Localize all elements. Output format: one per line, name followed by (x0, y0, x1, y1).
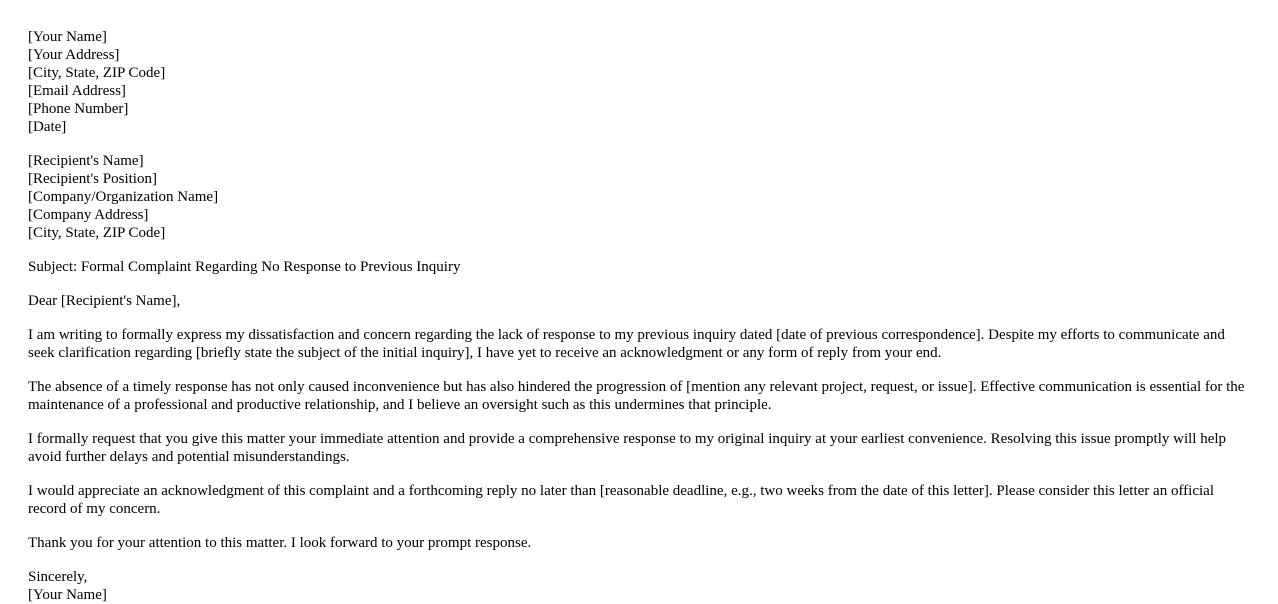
sender-city-state-zip: [City, State, ZIP Code] (28, 65, 166, 81)
recipient-position: [Recipient's Position] (28, 171, 157, 187)
recipient-city-state-zip: [City, State, ZIP Code] (28, 225, 166, 241)
salutation: Dear [Recipient's Name], (28, 293, 181, 309)
recipient-name: [Recipient's Name] (28, 153, 144, 169)
sender-email: [Email Address] (28, 83, 126, 99)
signature-name: [Your Name] (28, 587, 107, 603)
sender-phone: [Phone Number] (28, 101, 129, 117)
recipient-organization: [Company/Organization Name] (28, 189, 219, 205)
body-paragraph: The absence of a timely response has not only caused inconvenience but has also hindered the progression of [mention any relevant project, request, or issue]. Effective communication is essential for the maintenance of a professional and productive relationship, and I believe an oversight such as this undermines that principle. (28, 379, 1245, 413)
sender-address: [Your Address] (28, 47, 120, 63)
closing: Sincerely, (28, 569, 88, 585)
closing-block (28, 568, 1250, 604)
body-paragraph: I would appreciate an acknowledgment of this complaint and a forthcoming reply no later than [reasonable deadline, e.g., two weeks from the date of this letter]. Please consider this letter an official record of my concern. (28, 483, 1214, 517)
recipient-block (28, 152, 1250, 242)
letter-date: [Date] (28, 119, 67, 135)
body-paragraph: I formally request that you give this matter your immediate attention and provide a comprehensive response to my original inquiry at your earliest convenience. Resolving this issue promptly will help avoid further delays and potential misunderstandings. (28, 431, 1227, 465)
body-paragraph: I am writing to formally express my dissatisfaction and concern regarding the lack of response to my previous inquiry dated [date of previous correspondence]. Despite my efforts to communicate and seek clarification regarding [briefly state the subject of the initial inquiry], I have yet to receive an acknowledgment or any form of reply from your end. (28, 327, 1225, 361)
subject-line: Subject: Formal Complaint Regarding No Response to Previous Inquiry (28, 259, 461, 275)
recipient-address: [Company Address] (28, 207, 149, 223)
sender-block (28, 28, 1250, 136)
body-paragraph: Thank you for your attention to this matter. I look forward to your prompt response. (28, 535, 532, 551)
sender-name: [Your Name] (28, 29, 107, 45)
